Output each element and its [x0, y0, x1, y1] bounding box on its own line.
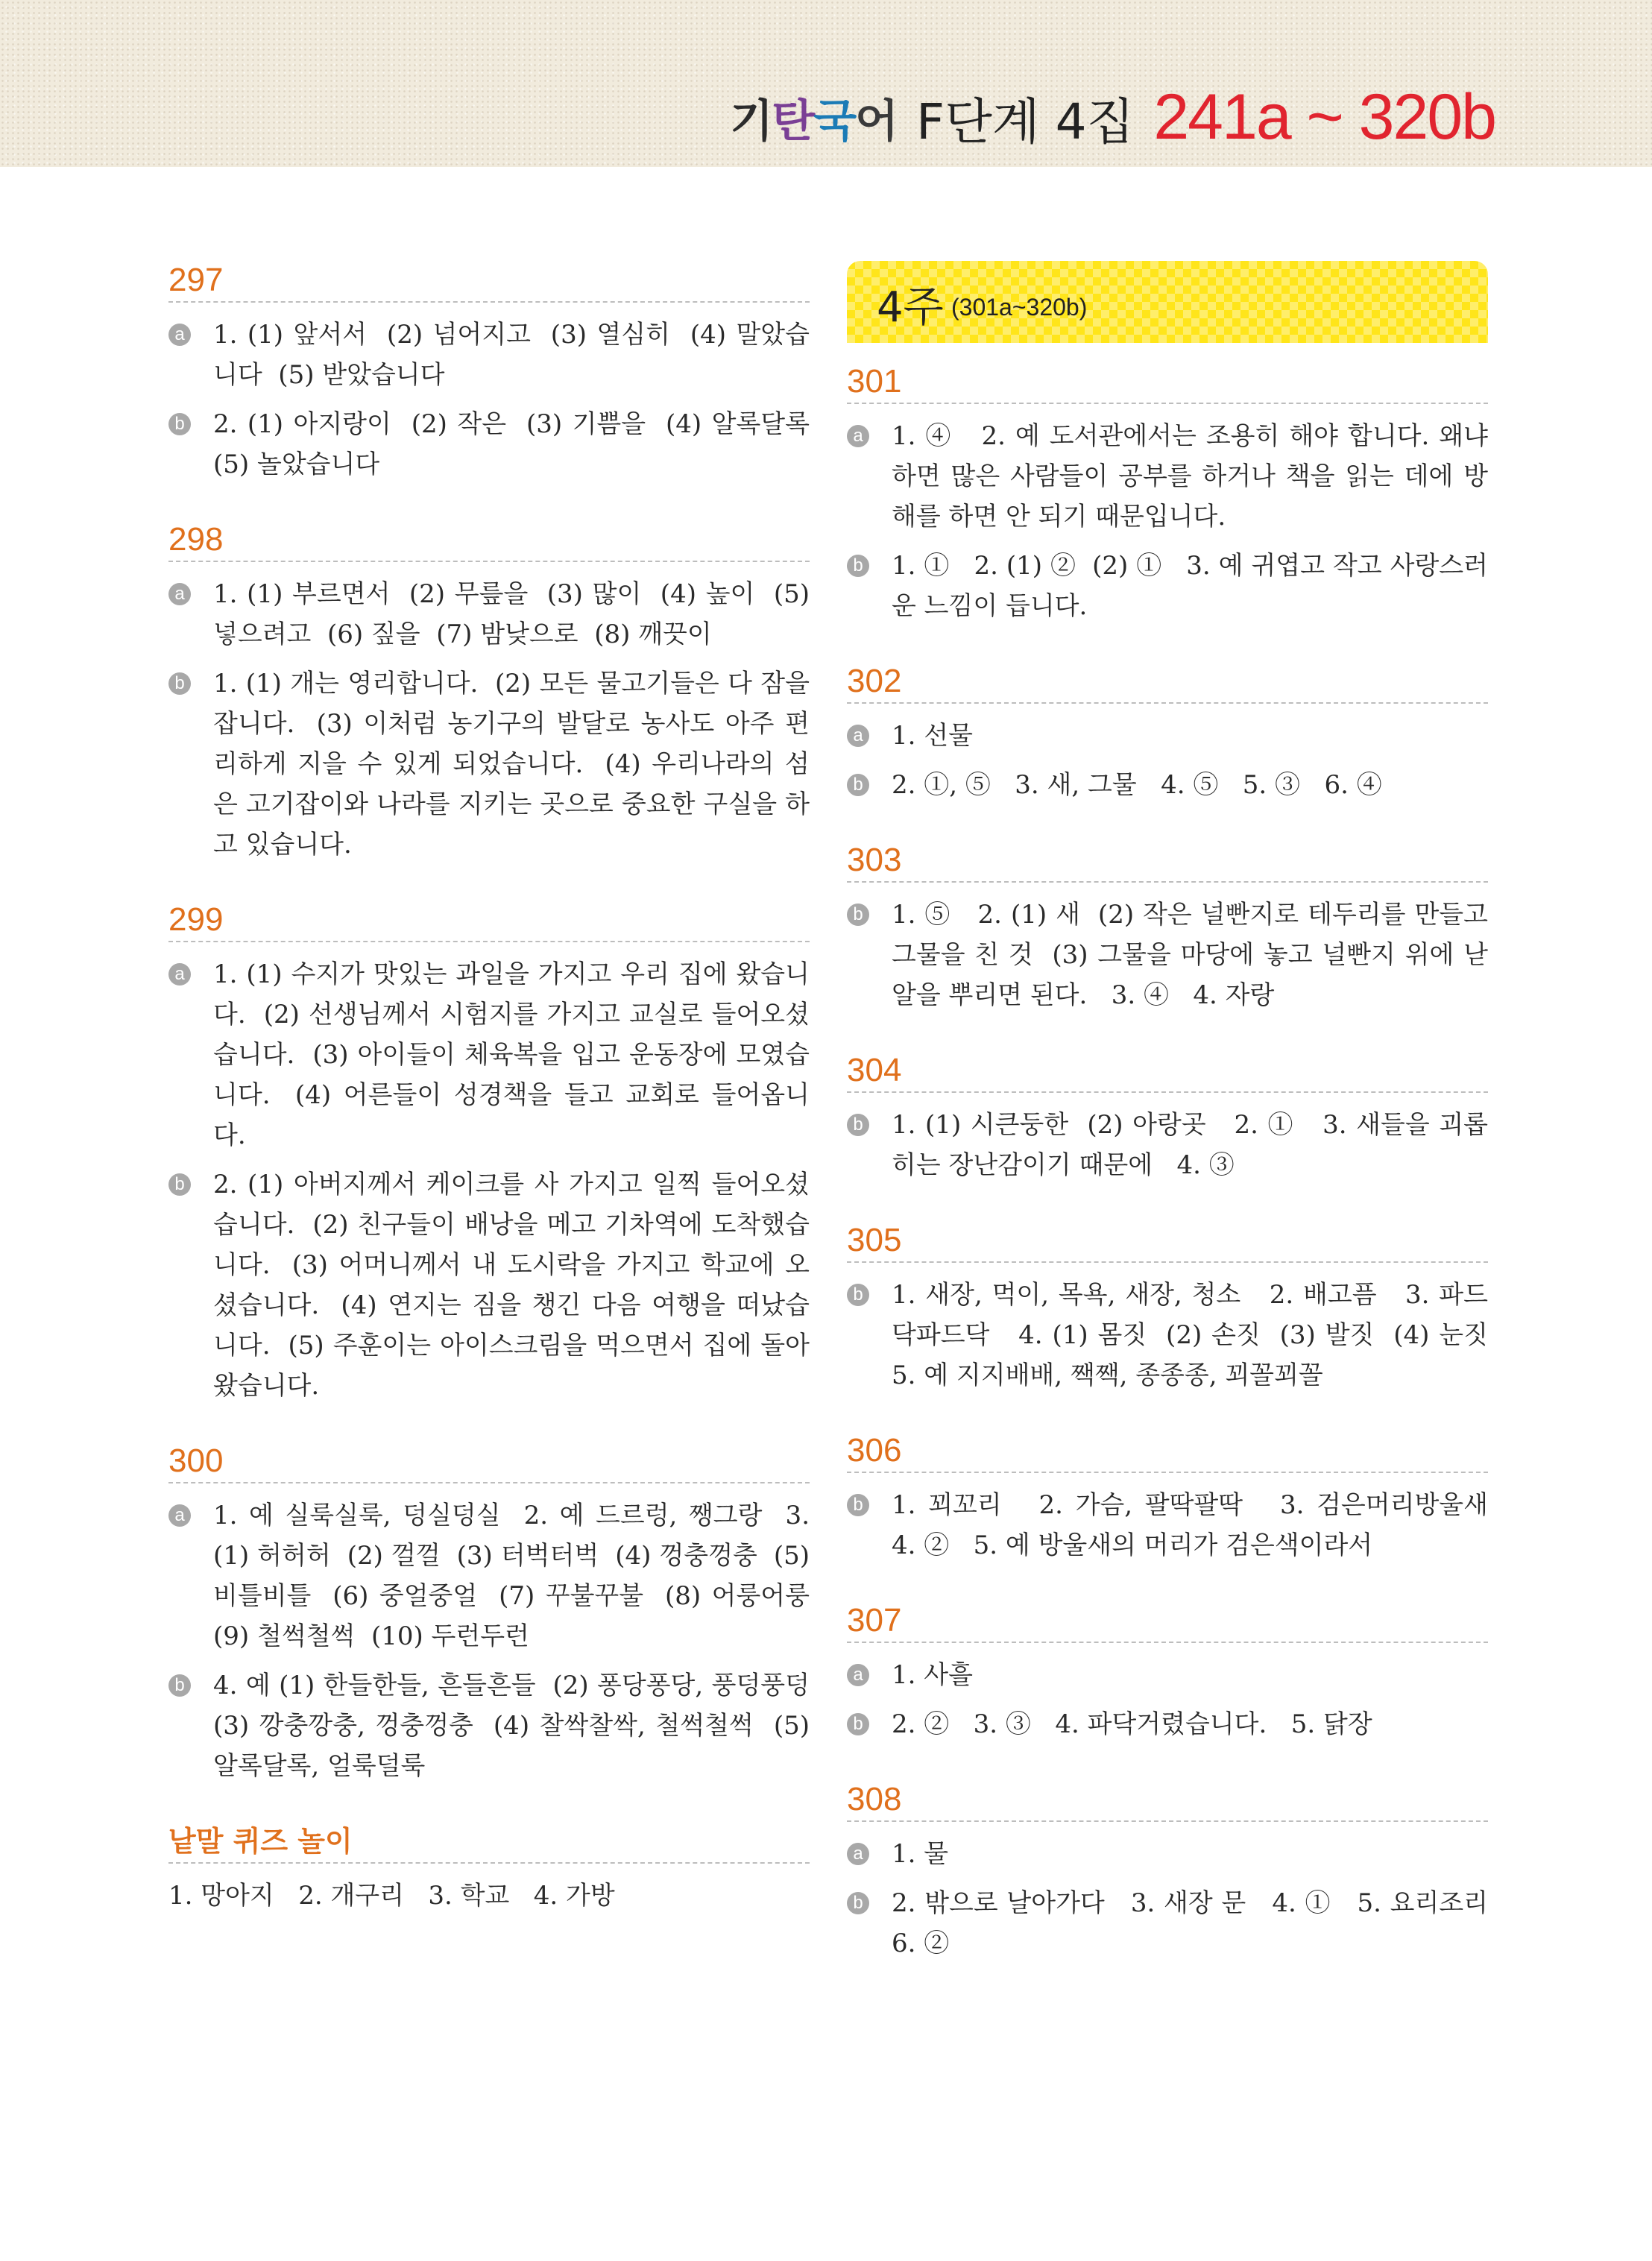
answer-row [847, 1883, 1513, 1964]
level-label: F단계 4집 [916, 93, 1135, 151]
answer-section [168, 1442, 826, 1786]
part-badge: b [847, 774, 869, 796]
part-badge: a [847, 1843, 869, 1865]
answer-row [168, 663, 818, 865]
part-badge: a [168, 963, 191, 986]
answer-section [847, 1780, 1513, 1964]
part-badge: a [847, 725, 869, 747]
right-column [847, 261, 1513, 1999]
part-badge: a [847, 425, 869, 447]
answer-row [847, 416, 1488, 537]
quiz-section [168, 1822, 810, 1916]
section-number: 300 [168, 1442, 224, 1479]
brand [730, 81, 1495, 154]
answer-text: 4. 예 (1) 한들한들, 흔들흔들 (2) 퐁당퐁당, 풍덩풍덩 (3) 깡충깡충, 껑충껑충 (4) 찰싹찰싹, 철썩철썩 (5) 알록달록, 얼룩덜룩 [213, 1671, 826, 1781]
section-header [847, 1780, 1488, 1822]
answer-row [168, 1665, 826, 1786]
answer-text: 1. 꾀꼬리 2. 가슴, 팔딱팔딱 3. 검은머리방울새 4. ② 5. 예 방울새의 머리가 검은색이라서 [892, 1490, 1513, 1560]
answer-text: 1. 선물 [892, 721, 973, 751]
section-number: 305 [847, 1222, 902, 1258]
part-badge: b [847, 1892, 869, 1914]
part-badge: b [168, 413, 191, 435]
part-badge: b [847, 1494, 869, 1516]
answer-text: 1. (1) 앞서서 (2) 넘어지고 (3) 열심히 (4) 말았습니다 (5) 받았습니다 [213, 320, 810, 390]
answer-section [847, 1601, 1488, 1744]
answer-section [847, 1051, 1488, 1185]
answer-row [168, 1495, 826, 1656]
answer-text: 1. ① 2. (1) ② (2) ① 3. 예 귀엽고 작고 사랑스러운 느낌이 듭니다. [892, 551, 1488, 621]
part-badge: a [168, 324, 191, 346]
answer-text: 2. ② 3. ③ 4. 파닥거렸습니다. 5. 닭장 [892, 1709, 1372, 1739]
answer-row [847, 895, 1496, 1015]
answer-text: 2. (1) 아버지께서 케이크를 사 가지고 일찍 들어오셨습니다. (2) 친구들이 배낭을 메고 기차역에 도착했습니다. (3) 어머니께서 내 도시락을 가지고 학교에 오셨습니다. (4) 연지는 짐을 챙긴 다음 여행을 떠났습니다. (5) 주훈이는 아이스크림을 먹으면서 집에 돌아왔습니다. [213, 1170, 810, 1401]
section-number: 297 [168, 262, 224, 298]
section-header [168, 901, 810, 942]
answer-row [847, 1485, 1513, 1565]
answer-text: 2. ①, ⑤ 3. 새, 그물 4. ⑤ 5. ③ 6. ④ [892, 770, 1382, 800]
left-column [168, 261, 826, 1952]
part-badge: b [847, 1114, 869, 1136]
section-number: 306 [847, 1432, 902, 1469]
answer-text: 1. 사흘 [892, 1660, 973, 1690]
answer-text: 1. (1) 시큰둥한 (2) 아랑곳 2. ① 3. 새들을 괴롭히는 장난감이기 때문에 4. ③ [892, 1110, 1488, 1180]
answer-text: 1. (1) 수지가 맛있는 과일을 가지고 우리 집에 왔습니다. (2) 선생님께서 시험지를 가지고 교실로 들어오셨습니다. (3) 아이들이 체육복을 입고 운동장에 모였습니다. (4) 어른들이 성경책을 들고 교회로 들어옵니다. [213, 959, 810, 1150]
page-header [0, 0, 1652, 167]
answer-section [168, 261, 826, 485]
section-header [168, 1442, 810, 1483]
part-badge: b [168, 1674, 191, 1697]
answer-row [847, 1834, 1488, 1874]
week-range: (301a~320b) [951, 294, 1088, 321]
answer-text: 1. ⑤ 2. (1) 새 (2) 작은 널빤지로 테두리를 만들고 그물을 친 것 (3) 그물을 마당에 놓고 널빤지 위에 낟알을 뿌리면 된다. 3. ④ 4. 자랑 [892, 900, 1496, 1010]
part-badge: b [847, 1713, 869, 1735]
section-number: 307 [847, 1602, 902, 1639]
answer-row [847, 1704, 1488, 1744]
week-banner [847, 261, 1488, 343]
section-header [168, 520, 810, 562]
section-header [847, 662, 1488, 704]
part-badge: b [847, 1284, 869, 1306]
section-header [168, 261, 810, 303]
part-badge: b [847, 555, 869, 577]
logo-char: 어 [855, 95, 898, 148]
part-badge: a [168, 583, 191, 605]
answer-row [168, 954, 810, 1155]
part-badge: a [168, 1504, 191, 1527]
answer-text: 2. 밖으로 날아가다 3. 새장 문 4. ① 5. 요리조리 6. ② [892, 1888, 1513, 1958]
answer-section [847, 841, 1496, 1015]
answer-row [847, 716, 1488, 756]
answer-row [847, 765, 1488, 805]
section-number: 302 [847, 663, 902, 699]
part-badge: a [847, 1664, 869, 1686]
section-number: 303 [847, 842, 902, 878]
logo-char: 기 [730, 95, 772, 148]
section-header [847, 362, 1488, 404]
week-label: 4주 [877, 283, 944, 332]
answer-row [168, 1164, 810, 1406]
section-number: 299 [168, 901, 224, 938]
answer-section [847, 362, 1488, 626]
section-header [847, 1221, 1488, 1263]
answer-section [847, 662, 1488, 805]
answer-section [847, 1221, 1513, 1396]
part-badge: b [168, 1173, 191, 1196]
answer-row [847, 1105, 1488, 1185]
answer-section [168, 901, 810, 1406]
answer-text: 1. 새장, 먹이, 목욕, 새장, 청소 2. 배고픔 3. 파드닥파드닥 4. (1) 몸짓 (2) 손짓 (3) 발짓 (4) 눈짓 5. 예 지지배배, 짹짹, 종종종, 꾀꼴꾀꼴 [892, 1280, 1513, 1390]
quiz-title: 낱말 퀴즈 놀이 [168, 1825, 353, 1858]
answer-text: 2. (1) 아지랑이 (2) 작은 (3) 기쁨을 (4) 알록달록 (5) 놀았습니다 [213, 409, 826, 479]
section-header [847, 1601, 1488, 1643]
logo-char: 국 [813, 95, 856, 148]
part-badge: b [168, 672, 191, 695]
answer-row [847, 1275, 1513, 1396]
section-header [847, 1051, 1488, 1093]
quiz-answers: 1. 망아지 2. 개구리 3. 학교 4. 가방 [168, 1881, 615, 1911]
section-number: 298 [168, 521, 224, 558]
answer-row [168, 404, 826, 485]
section-number: 304 [847, 1052, 902, 1088]
answer-section [847, 1431, 1513, 1565]
answer-text: 1. 물 [892, 1839, 949, 1869]
answer-row [847, 1655, 1488, 1695]
section-header [847, 841, 1488, 883]
answer-row [168, 574, 818, 655]
answer-section [168, 520, 818, 865]
section-header [168, 1822, 810, 1864]
section-number: 301 [847, 363, 902, 400]
answer-text: 1. (1) 부르면서 (2) 무릎을 (3) 많이 (4) 높이 (5) 넣으려고 (6) 짚을 (7) 밤낮으로 (8) 깨끗이 [213, 579, 818, 649]
logo-char: 탄 [772, 95, 814, 148]
section-header [847, 1431, 1488, 1473]
logo [730, 86, 897, 150]
answer-row [847, 546, 1488, 626]
section-number: 308 [847, 1781, 902, 1817]
answer-row [168, 315, 810, 395]
part-badge: b [847, 904, 869, 926]
page-range: 241a ~ 320b [1153, 81, 1495, 153]
answer-text: 1. 예 실룩실룩, 덩실덩실 2. 예 드르렁, 쨍그랑 3. (1) 허허허 (2) 껄껄 (3) 터벅터벅 (4) 껑충껑충 (5) 비틀비틀 (6) 중얼중얼 (7) 꾸불꾸불 (8) 어룽어룽 (9) 철썩철썩 (10) 두런두런 [213, 1501, 826, 1651]
answer-text: 1. (1) 개는 영리합니다. (2) 모든 물고기들은 다 잠을 잡니다. (3) 이처럼 농기구의 발달로 농사도 아주 편리하게 지을 수 있게 되었습니다. (4) 우리나라의 섬은 고기잡이와 나라를 지키는 곳으로 중요한 구실을 하고 있습니다. [213, 669, 818, 860]
answer-text: 1. ④ 2. 예 도서관에서는 조용히 해야 합니다. 왜냐하면 많은 사람들이 공부를 하거나 책을 읽는 데에 방해를 하면 안 되기 때문입니다. [892, 421, 1488, 532]
